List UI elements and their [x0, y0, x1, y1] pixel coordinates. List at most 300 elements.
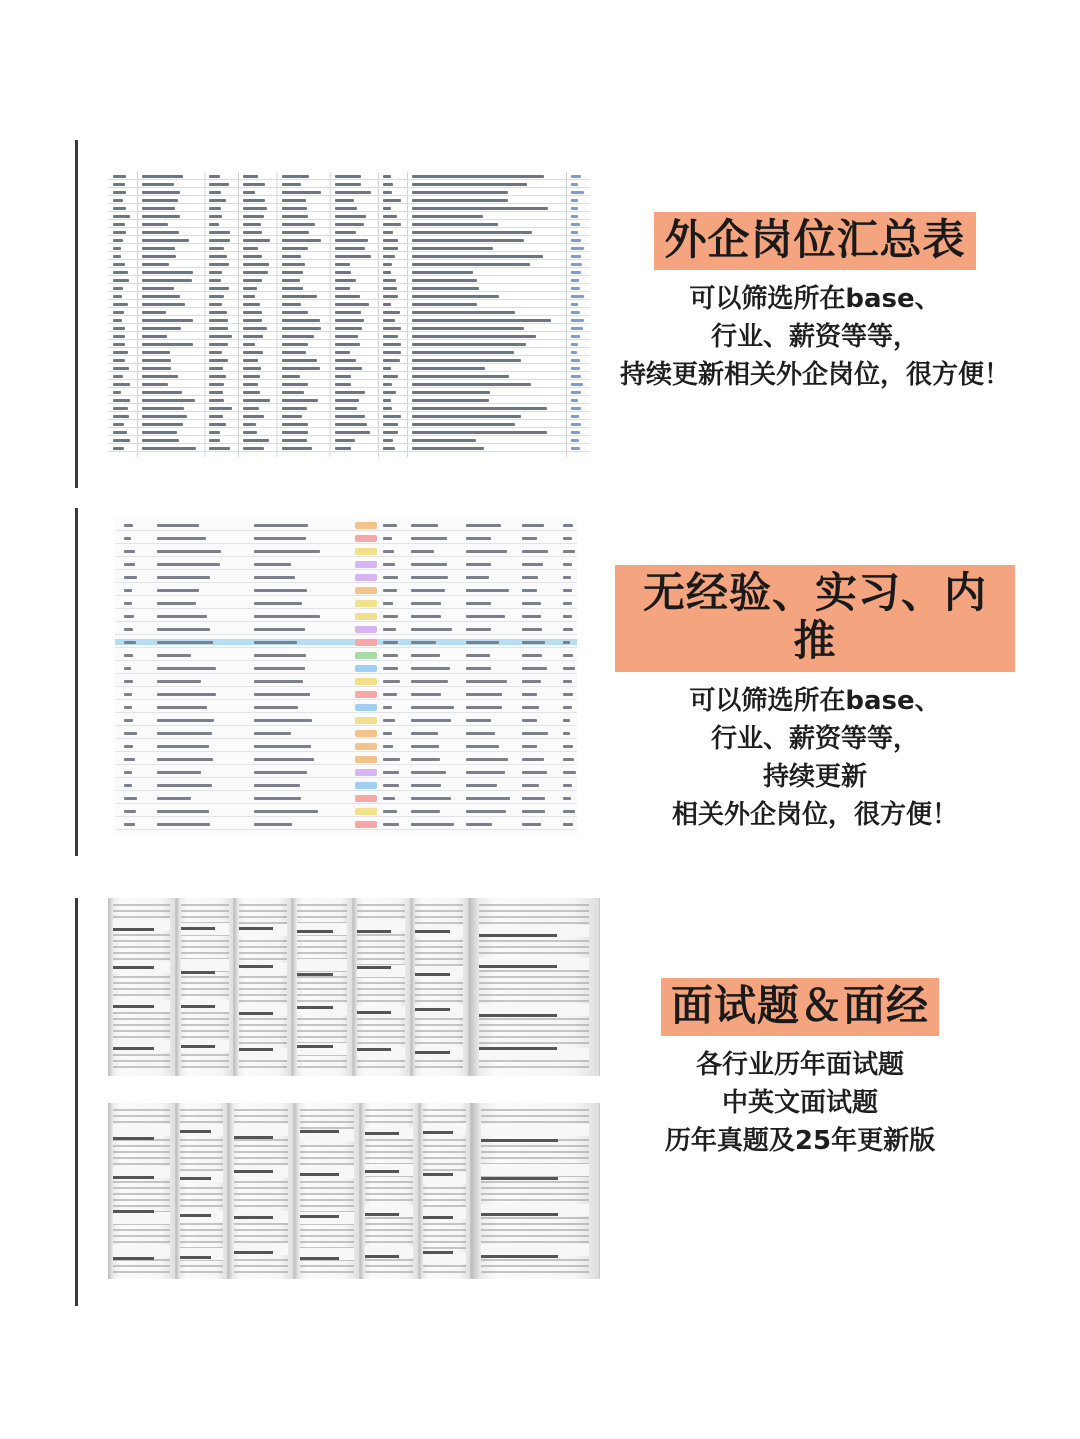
table-cell-text: [466, 719, 491, 722]
table-cell-text: [124, 563, 134, 566]
table-cell-text: [254, 693, 310, 696]
table-cell-text: [254, 537, 306, 540]
table-cell-text: [335, 359, 357, 362]
table-cell-text: [412, 439, 476, 442]
table-cell-text: [124, 797, 137, 800]
description-line: 可以筛选所在base、: [689, 284, 941, 315]
table-cell-text: [142, 215, 180, 218]
table-cell-text: [243, 439, 269, 442]
table-cell-text: [383, 706, 392, 709]
table-cell-text: [113, 247, 121, 250]
table-cell-text: [209, 191, 221, 194]
table-cell-text: [522, 771, 548, 774]
table-cell-text: [157, 524, 199, 527]
table-cell-text: [466, 563, 490, 566]
level-badge: [355, 574, 377, 581]
table-cell-text: [411, 706, 454, 709]
table-cell-text: [254, 797, 301, 800]
table-cell-text: [243, 415, 264, 418]
table-cell-text: [157, 641, 213, 644]
table-cell-text: [243, 287, 257, 290]
section-caption: [615, 212, 1015, 394]
table-cell-text: [412, 191, 508, 194]
paragraph-gap: [481, 1164, 589, 1176]
table-cell-text: [157, 654, 192, 657]
description-line: 可以筛选所在base、: [689, 685, 941, 716]
table-cell-text: [209, 183, 229, 186]
table-cell-text: [157, 823, 210, 826]
table-cell-text: [282, 311, 308, 314]
table-cell-text: [522, 823, 542, 826]
document-page: [411, 898, 469, 1076]
table-cell-text: [335, 263, 351, 266]
table-cell-text: [383, 263, 392, 266]
table-cell-text: [282, 335, 315, 338]
table-cell-text: [209, 319, 227, 322]
level-badge: [355, 730, 377, 737]
table-cell-text: [411, 823, 455, 826]
table-cell-text: [383, 343, 401, 346]
table-cell-text: [113, 391, 121, 394]
table-cell-text: [383, 810, 397, 813]
table-cell-text: [243, 423, 257, 426]
table-cell-text: [243, 375, 260, 378]
table-cell-text: [142, 447, 196, 450]
level-badge: [355, 613, 377, 620]
table-cell-text: [282, 351, 307, 354]
table-cell-text: [243, 223, 261, 226]
table-cell-text: [571, 287, 580, 290]
table-cell-text: [124, 628, 133, 631]
document-page: [294, 1103, 360, 1279]
table-cell-text: [411, 576, 449, 579]
table-cell-text: [254, 602, 302, 605]
table-cell-text: [209, 263, 229, 266]
table-cell-text: [522, 550, 548, 553]
question-heading: [357, 1011, 391, 1014]
table-cell-text: [157, 628, 211, 631]
interview-questions-thumbnail: [108, 898, 600, 1284]
table-cell-text: [563, 706, 571, 709]
table-cell-text: [124, 615, 134, 618]
table-cell-text: [411, 602, 441, 605]
table-cell-text: [412, 231, 533, 234]
table-cell-text: [243, 255, 262, 258]
table-cell-text: [466, 693, 502, 696]
table-cell-text: [282, 415, 302, 418]
level-badge: [355, 561, 377, 568]
table-cell-text: [113, 319, 122, 322]
table-cell-text: [466, 550, 507, 553]
table-cell-text: [124, 550, 135, 553]
table-cell-text: [254, 758, 314, 761]
table-cell-text: [383, 654, 398, 657]
table-cell-text: [412, 175, 544, 178]
table-cell-text: [412, 399, 489, 402]
table-cell-text: [124, 641, 136, 644]
table-cell-text: [563, 563, 572, 566]
table-cell-text: [254, 615, 321, 618]
document-page: [234, 898, 292, 1076]
level-badge: [355, 535, 377, 542]
table-cell-text: [335, 335, 359, 338]
table-cell-text: [412, 319, 551, 322]
table-cell-text: [571, 199, 579, 202]
table-cell-text: [571, 255, 581, 258]
table-cell-text: [412, 343, 526, 346]
table-cell-text: [563, 628, 573, 631]
table-cell-text: [142, 239, 190, 242]
table-cell-text: [254, 589, 307, 592]
table-cell-text: [571, 359, 580, 362]
table-cell-text: [335, 311, 362, 314]
table-cell-text: [571, 207, 579, 210]
table-cell-text: [124, 589, 131, 592]
table-cell-text: [113, 255, 121, 258]
question-heading: [415, 930, 449, 933]
table-cell-text: [412, 423, 515, 426]
table-cell-text: [571, 319, 584, 322]
table-cell-text: [282, 279, 301, 282]
table-cell-text: [243, 343, 255, 346]
table-cell-text: [412, 303, 477, 306]
table-cell-text: [209, 375, 225, 378]
table-cell-text: [282, 247, 309, 250]
table-cell-text: [571, 263, 582, 266]
table-cell-text: [383, 287, 397, 290]
table-cell-text: [411, 732, 438, 735]
table-cell-text: [209, 223, 219, 226]
section-divider: [75, 898, 78, 1306]
question-heading: [415, 973, 449, 976]
table-cell-text: [571, 327, 583, 330]
table-cell-text: [243, 215, 264, 218]
table-cell-text: [142, 279, 192, 282]
table-cell-text: [411, 784, 441, 787]
table-cell-text: [412, 183, 527, 186]
table-cell-text: [335, 215, 367, 218]
table-cell-text: [383, 191, 392, 194]
table-cell-text: [157, 732, 212, 735]
table-cell-text: [113, 375, 123, 378]
section-title: 无经验、实习、内推: [615, 565, 1015, 672]
table-cell-text: [383, 271, 392, 274]
table-cell-text: [383, 667, 398, 670]
question-heading: [481, 1177, 558, 1180]
question-heading: [479, 934, 557, 937]
table-cell-text: [335, 239, 369, 242]
description-line: 中英文面试题: [721, 1088, 878, 1119]
question-heading: [297, 973, 332, 976]
table-cell-text: [571, 447, 581, 450]
table-cell-text: [522, 797, 545, 800]
table-cell-text: [335, 287, 350, 290]
level-badge: [355, 769, 377, 776]
table-cell-text: [113, 351, 128, 354]
table-cell-text: [142, 319, 194, 322]
table-cell-text: [243, 263, 269, 266]
table-cell-text: [522, 589, 537, 592]
document-page: [360, 1103, 418, 1279]
question-heading: [481, 1213, 558, 1216]
table-cell-text: [124, 706, 131, 709]
table-cell-text: [142, 303, 185, 306]
table-cell-text: [113, 223, 125, 226]
table-cell-text: [209, 255, 226, 258]
table-cell-text: [282, 367, 321, 370]
document-page: [292, 898, 352, 1076]
question-heading: [181, 927, 215, 930]
table-cell-text: [383, 745, 393, 748]
table-cell-text: [411, 524, 439, 527]
table-cell-text: [335, 391, 366, 394]
table-cell-text: [412, 215, 483, 218]
table-cell-text: [142, 295, 180, 298]
table-cell-text: [383, 602, 393, 605]
question-heading: [113, 1137, 153, 1140]
table-cell-text: [209, 335, 232, 338]
table-cell-text: [282, 239, 321, 242]
table-cell-text: [571, 367, 581, 370]
question-heading: [181, 1005, 215, 1008]
table-cell-text: [383, 255, 396, 258]
question-heading: [297, 1045, 332, 1048]
table-cell-text: [383, 641, 398, 644]
table-cell-text: [113, 263, 126, 266]
table-cell-text: [571, 415, 579, 418]
table-cell-text: [124, 732, 136, 735]
table-cell-text: [113, 295, 122, 298]
table-cell-text: [466, 680, 507, 683]
table-cell-text: [142, 439, 179, 442]
table-cell-text: [383, 576, 398, 579]
internship-table-thumbnail: [115, 518, 577, 836]
table-cell-text: [209, 175, 220, 178]
table-cell-text: [383, 207, 392, 210]
table-cell-text: [563, 589, 572, 592]
table-cell-text: [522, 667, 548, 670]
table-cell-text: [412, 287, 479, 290]
table-cell-text: [383, 367, 392, 370]
question-heading: [234, 1251, 273, 1254]
level-badge: [355, 743, 377, 750]
table-cell-text: [383, 359, 400, 362]
table-cell-text: [411, 758, 440, 761]
table-cell-text: [383, 247, 399, 250]
table-cell-text: [383, 771, 399, 774]
table-cell-text: [412, 327, 524, 330]
question-heading: [300, 1130, 339, 1133]
table-cell-text: [209, 367, 223, 370]
table-cell-text: [243, 279, 262, 282]
table-cell-text: [563, 615, 571, 618]
table-cell-text: [254, 706, 299, 709]
table-cell-text: [335, 223, 364, 226]
table-cell-text: [282, 399, 319, 402]
document-page: [471, 1103, 600, 1279]
table-cell-text: [383, 351, 401, 354]
table-cell-text: [142, 415, 188, 418]
table-cell-text: [383, 335, 399, 338]
question-heading: [415, 1008, 449, 1011]
section-title: 面试题＆面经: [661, 978, 939, 1036]
table-cell-text: [282, 215, 309, 218]
level-badge: [355, 821, 377, 828]
question-heading: [479, 965, 557, 968]
table-cell-text: [243, 295, 255, 298]
table-cell-text: [282, 303, 301, 306]
table-cell-text: [522, 654, 542, 657]
table-cell-text: [243, 391, 260, 394]
table-cell-text: [383, 175, 392, 178]
question-heading: [365, 1213, 399, 1216]
table-cell-text: [254, 628, 305, 631]
document-page: [176, 1103, 228, 1279]
document-page: [469, 898, 600, 1076]
question-heading: [181, 971, 215, 974]
table-cell-text: [282, 319, 321, 322]
table-cell-text: [563, 732, 570, 735]
table-cell-text: [142, 335, 168, 338]
table-cell-text: [411, 654, 441, 657]
table-cell-text: [522, 784, 539, 787]
level-badge: [355, 678, 377, 685]
table-cell-text: [335, 447, 352, 450]
table-cell-text: [335, 343, 360, 346]
table-cell-text: [142, 247, 175, 250]
table-cell-text: [282, 439, 308, 442]
document-page: [108, 1103, 176, 1279]
table-cell-text: [209, 207, 221, 210]
question-heading: [181, 1045, 215, 1048]
table-cell-text: [383, 407, 392, 410]
table-cell-text: [466, 732, 495, 735]
table-cell-text: [383, 319, 396, 322]
table-cell-text: [142, 383, 168, 386]
table-cell-text: [466, 615, 504, 618]
table-cell-text: [243, 399, 270, 402]
section-caption: [600, 978, 1000, 1160]
table-cell-text: [113, 207, 127, 210]
table-cell-text: [571, 439, 580, 442]
question-heading: [239, 1012, 273, 1015]
table-cell-text: [254, 771, 308, 774]
table-cell-text: [383, 680, 400, 683]
table-cell-text: [383, 589, 397, 592]
table-cell-text: [209, 399, 224, 402]
table-cell-text: [142, 207, 176, 210]
table-cell-text: [282, 207, 308, 210]
table-cell-text: [383, 223, 401, 226]
table-cell-text: [243, 303, 260, 306]
table-cell-text: [209, 231, 230, 234]
description-line: 各行业历年面试题: [695, 1050, 904, 1081]
question-heading: [423, 1131, 454, 1134]
paragraph-gap: [113, 1212, 169, 1224]
table-cell-text: [282, 327, 321, 330]
table-cell-text: [335, 199, 354, 202]
table-cell-text: [209, 415, 222, 418]
question-heading: [113, 1257, 153, 1260]
table-cell-text: [412, 311, 515, 314]
table-cell-text: [282, 271, 303, 274]
table-cell-text: [383, 279, 396, 282]
question-heading: [365, 1170, 399, 1173]
table-cell-text: [522, 680, 541, 683]
table-cell-text: [522, 745, 537, 748]
table-cell-text: [124, 810, 135, 813]
table-cell-text: [412, 407, 547, 410]
table-cell-text: [142, 311, 166, 314]
paragraph-gap: [113, 1124, 169, 1136]
section-divider: [75, 140, 78, 488]
table-cell-text: [254, 563, 292, 566]
table-cell-text: [522, 758, 544, 761]
table-cell-text: [243, 431, 257, 434]
table-cell-text: [412, 383, 532, 386]
table-cell-text: [563, 823, 573, 826]
table-cell-text: [563, 719, 570, 722]
level-badge: [355, 639, 377, 646]
table-cell-text: [209, 327, 228, 330]
table-cell-text: [243, 271, 268, 274]
section-description: [600, 1046, 1000, 1160]
job-table-thumbnail: [108, 172, 590, 457]
table-cell-text: [412, 375, 509, 378]
table-cell-text: [522, 706, 539, 709]
table-cell-text: [335, 407, 357, 410]
table-cell-text: [383, 375, 399, 378]
table-cell-text: [282, 263, 306, 266]
table-cell-text: [282, 255, 301, 258]
document-page: [228, 1103, 294, 1279]
table-cell-text: [124, 654, 133, 657]
table-cell-text: [254, 732, 291, 735]
table-cell-text: [142, 399, 195, 402]
table-cell-text: [209, 383, 224, 386]
table-cell-text: [209, 287, 229, 290]
table-cell-text: [412, 207, 548, 210]
table-cell-text: [412, 271, 473, 274]
table-cell-text: [282, 359, 317, 362]
section-description: [615, 682, 1015, 834]
table-cell-text: [157, 758, 214, 761]
paragraph-gap: [234, 1124, 289, 1136]
table-cell-text: [209, 279, 221, 282]
table-cell-text: [124, 537, 131, 540]
table-cell-text: [412, 415, 522, 418]
table-cell-text: [335, 415, 365, 418]
table-cell-text: [282, 343, 308, 346]
table-cell-text: [383, 550, 394, 553]
table-cell-text: [522, 810, 545, 813]
table-cell-text: [124, 693, 132, 696]
table-cell-text: [243, 175, 258, 178]
table-cell-text: [142, 351, 170, 354]
table-cell-text: [335, 295, 360, 298]
table-cell-text: [412, 295, 500, 298]
table-cell-text: [124, 784, 132, 787]
table-cell-text: [466, 745, 499, 748]
table-cell-text: [157, 589, 200, 592]
table-cell-text: [571, 239, 581, 242]
table-cell-text: [383, 784, 399, 787]
table-cell-text: [571, 215, 579, 218]
table-cell-text: [254, 641, 298, 644]
table-cell-text: [383, 415, 401, 418]
question-heading: [297, 1006, 332, 1009]
table-cell-text: [243, 199, 265, 202]
